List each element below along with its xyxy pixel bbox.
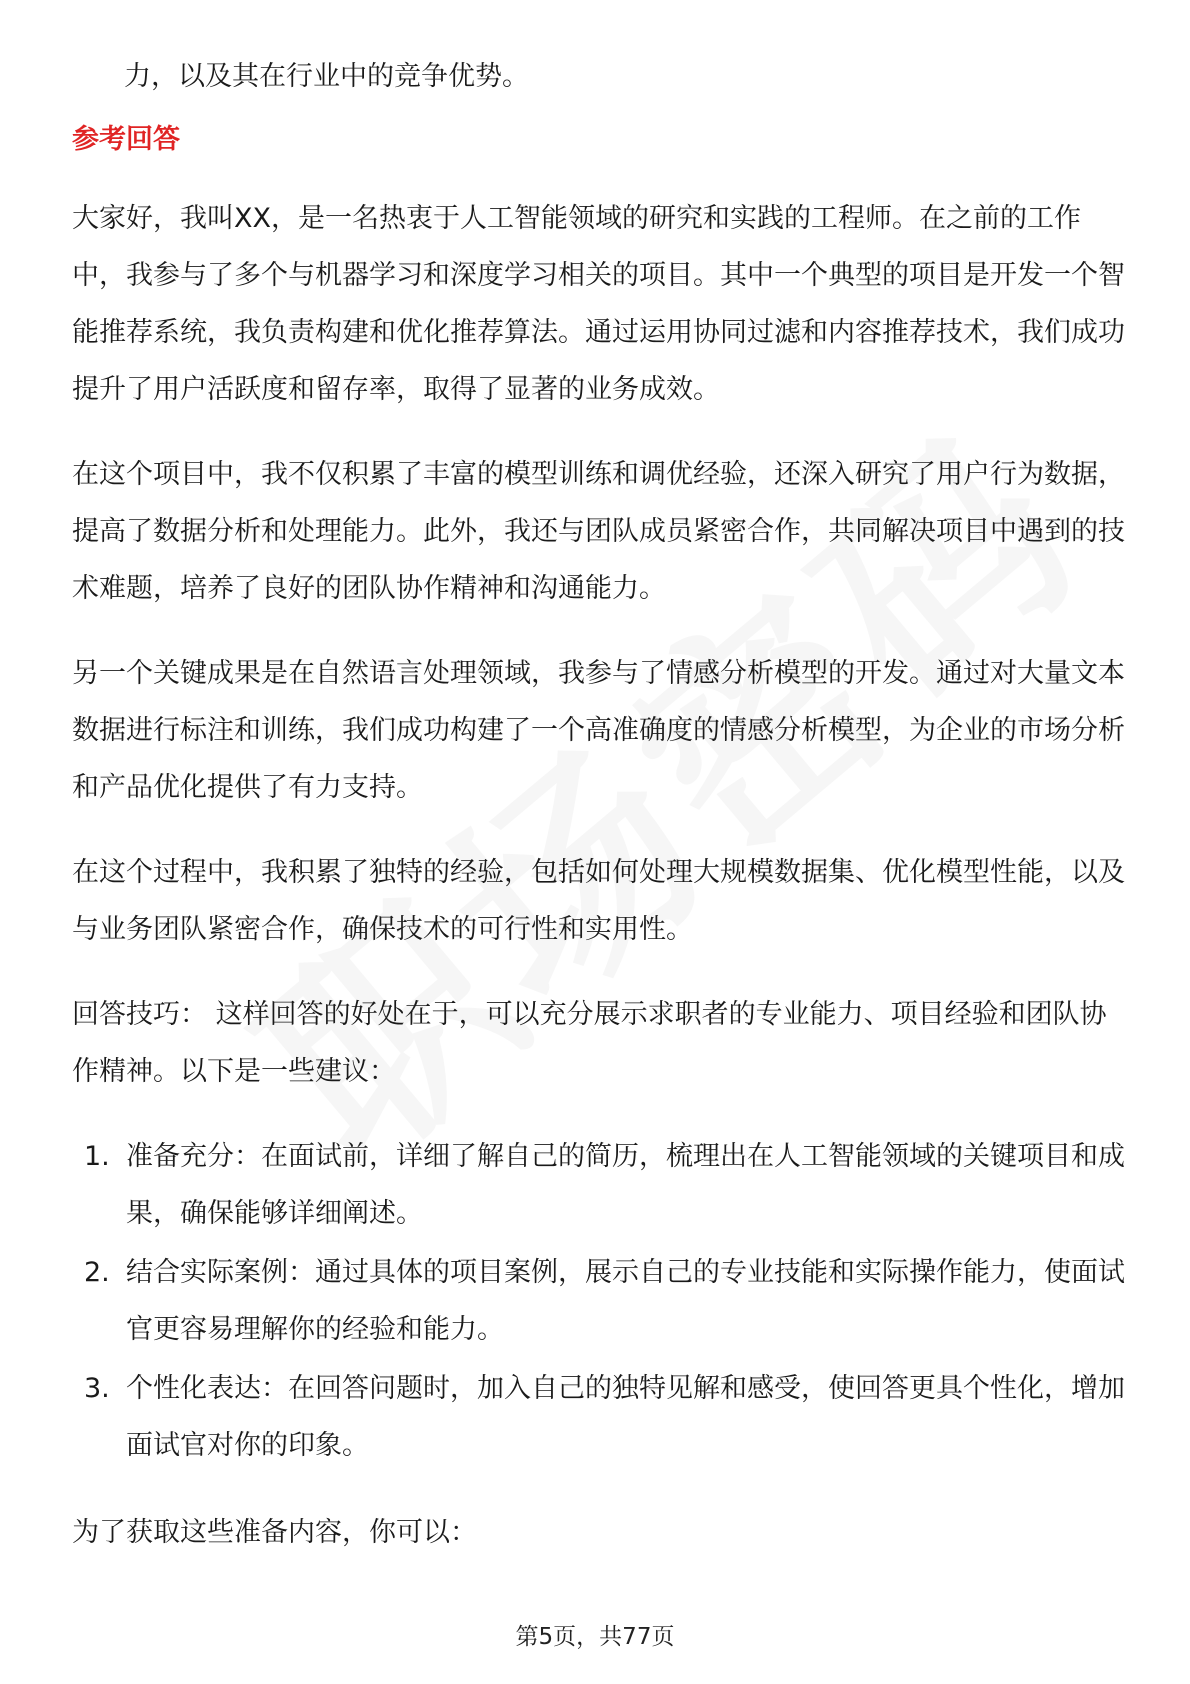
paragraph-tips: 回答技巧： 这样回答的好处在于，可以充分展示求职者的专业能力、项目经验和团队协作精神。以下是一些建议： (72, 999, 1107, 1087)
list-number: 3. (84, 1373, 110, 1404)
list-number: 2. (84, 1257, 110, 1288)
list-text: 准备充分：在面试前，详细了解自己的简历，梳理出在人工智能领域的关键项目和成果，确保能够详细阐述。 (126, 1141, 1125, 1229)
list-item (72, 1128, 1132, 1242)
paragraph-2: 在这个项目中，我不仅积累了丰富的模型训练和调优经验，还深入研究了用户行为数据，提高了数据分析和处理能力。此外，我还与团队成员紧密合作，共同解决项目中遇到的技术难题，培养了良好的团队协作精神和沟通能力。 (72, 459, 1125, 604)
list-text: 个性化表达：在回答问题时，加入自己的独特见解和感受，使回答更具个性化，增加面试官对你的印象。 (126, 1373, 1125, 1461)
page-footer: 第5页，共77页 (515, 1624, 675, 1650)
list-item (72, 1244, 1132, 1358)
list-text: 结合实际案例：通过具体的项目案例，展示自己的专业技能和实际操作能力，使面试官更容易理解你的经验和能力。 (126, 1257, 1125, 1345)
section-heading: 参考回答 (72, 124, 180, 155)
intro-line: 力，以及其在行业中的竞争优势。 (124, 61, 529, 92)
paragraph-3: 另一个关键成果是在自然语言处理领域，我参与了情感分析模型的开发。通过对大量文本数据进行标注和训练，我们成功构建了一个高准确度的情感分析模型，为企业的市场分析和产品优化提供了有力支持。 (72, 658, 1125, 803)
tips-list (72, 1128, 1132, 1474)
paragraph-4: 在这个过程中，我积累了独特的经验，包括如何处理大规模数据集、优化模型性能，以及与业务团队紧密合作，确保技术的可行性和实用性。 (72, 857, 1125, 945)
paragraph-1: 大家好，我叫XX，是一名热衷于人工智能领域的研究和实践的工程师。在之前的工作中，我参与了多个与机器学习和深度学习相关的项目。其中一个典型的项目是开发一个智能推荐系统，我负责构建和优化推荐算法。通过运用协同过滤和内容推荐技术，我们成功提升了用户活跃度和留存率，取得了显著的业务成效。 (72, 203, 1125, 405)
list-number: 1. (84, 1141, 110, 1172)
list-item (72, 1360, 1132, 1474)
document-body (72, 48, 1132, 1561)
closing-line: 为了获取这些准备内容，你可以： (72, 1517, 477, 1548)
